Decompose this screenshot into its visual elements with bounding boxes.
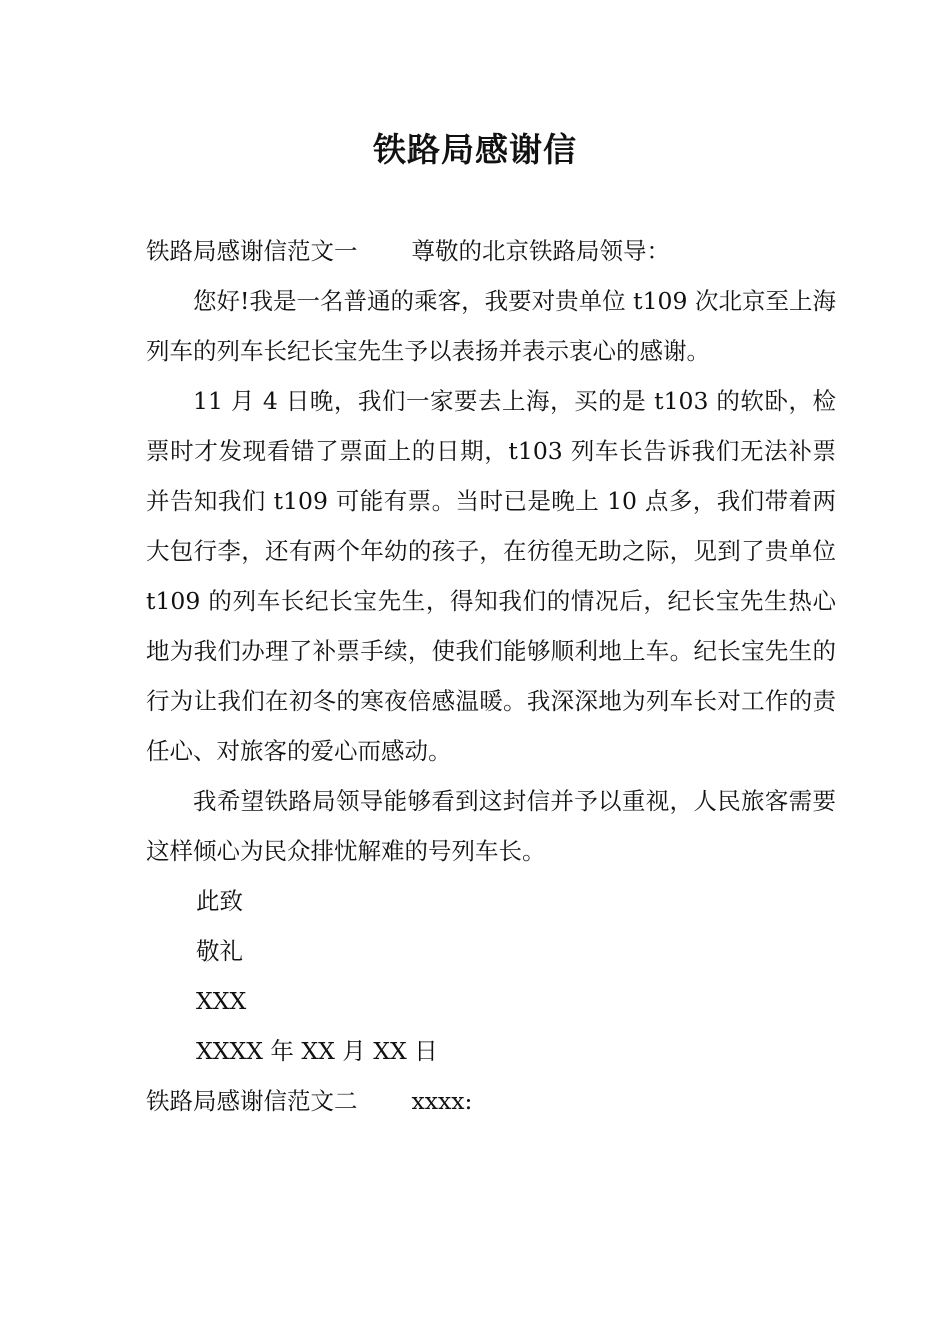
document-title: 铁路局感谢信 [373, 130, 577, 169]
closing-cizhi: 此致 [196, 887, 243, 915]
signature: XXX [196, 987, 247, 1015]
sample1-salutation: 尊敬的北京铁路局领导： [411, 237, 670, 265]
sample2-heading-line [146, 1076, 836, 1126]
sample1-heading-line [146, 226, 836, 276]
letter-body [146, 226, 836, 1126]
paragraph-greeting: 您好!我是一名普通的乘客，我要对贵单位 t109 次北京至上海列车的列车长纪长宝先生予以表扬并表示衷心的感谢。 [146, 287, 836, 365]
closing-jingli: 敬礼 [196, 937, 243, 965]
letter-date: XXXX 年 XX 月 XX 日 [196, 1037, 438, 1065]
paragraph-request: 我希望铁路局领导能够看到这封信并予以重视，人民旅客需要这样倾心为民众排忧解难的号列车长。 [146, 787, 836, 865]
sample2-heading: 铁路局感谢信范文二 [146, 1087, 358, 1115]
paragraph-story: 11 月 4 日晚，我们一家要去上海，买的是 t103 的软卧，检票时才发现看错了票面上的日期，t103 列车长告诉我们无法补票并告知我们 t109 可能有票。当时已是晚上 10 点多，我们带着两大包行李，还有两个年幼的孩子，在彷徨无助之际，见到了贵单位 t109 的列车长纪长宝先生，得知我们的情况后，纪长宝先生热心地为我们办理了补票手续，使我们能够顺利地上车。纪长宝先生的行为让我们在初冬的寒夜倍感温暖。我深深地为列车长对工作的责任心、对旅客的爱心而感动。 [146, 387, 836, 765]
sample1-heading: 铁路局感谢信范文一 [146, 237, 358, 265]
sample2-salutation: xxxx: [411, 1087, 473, 1115]
